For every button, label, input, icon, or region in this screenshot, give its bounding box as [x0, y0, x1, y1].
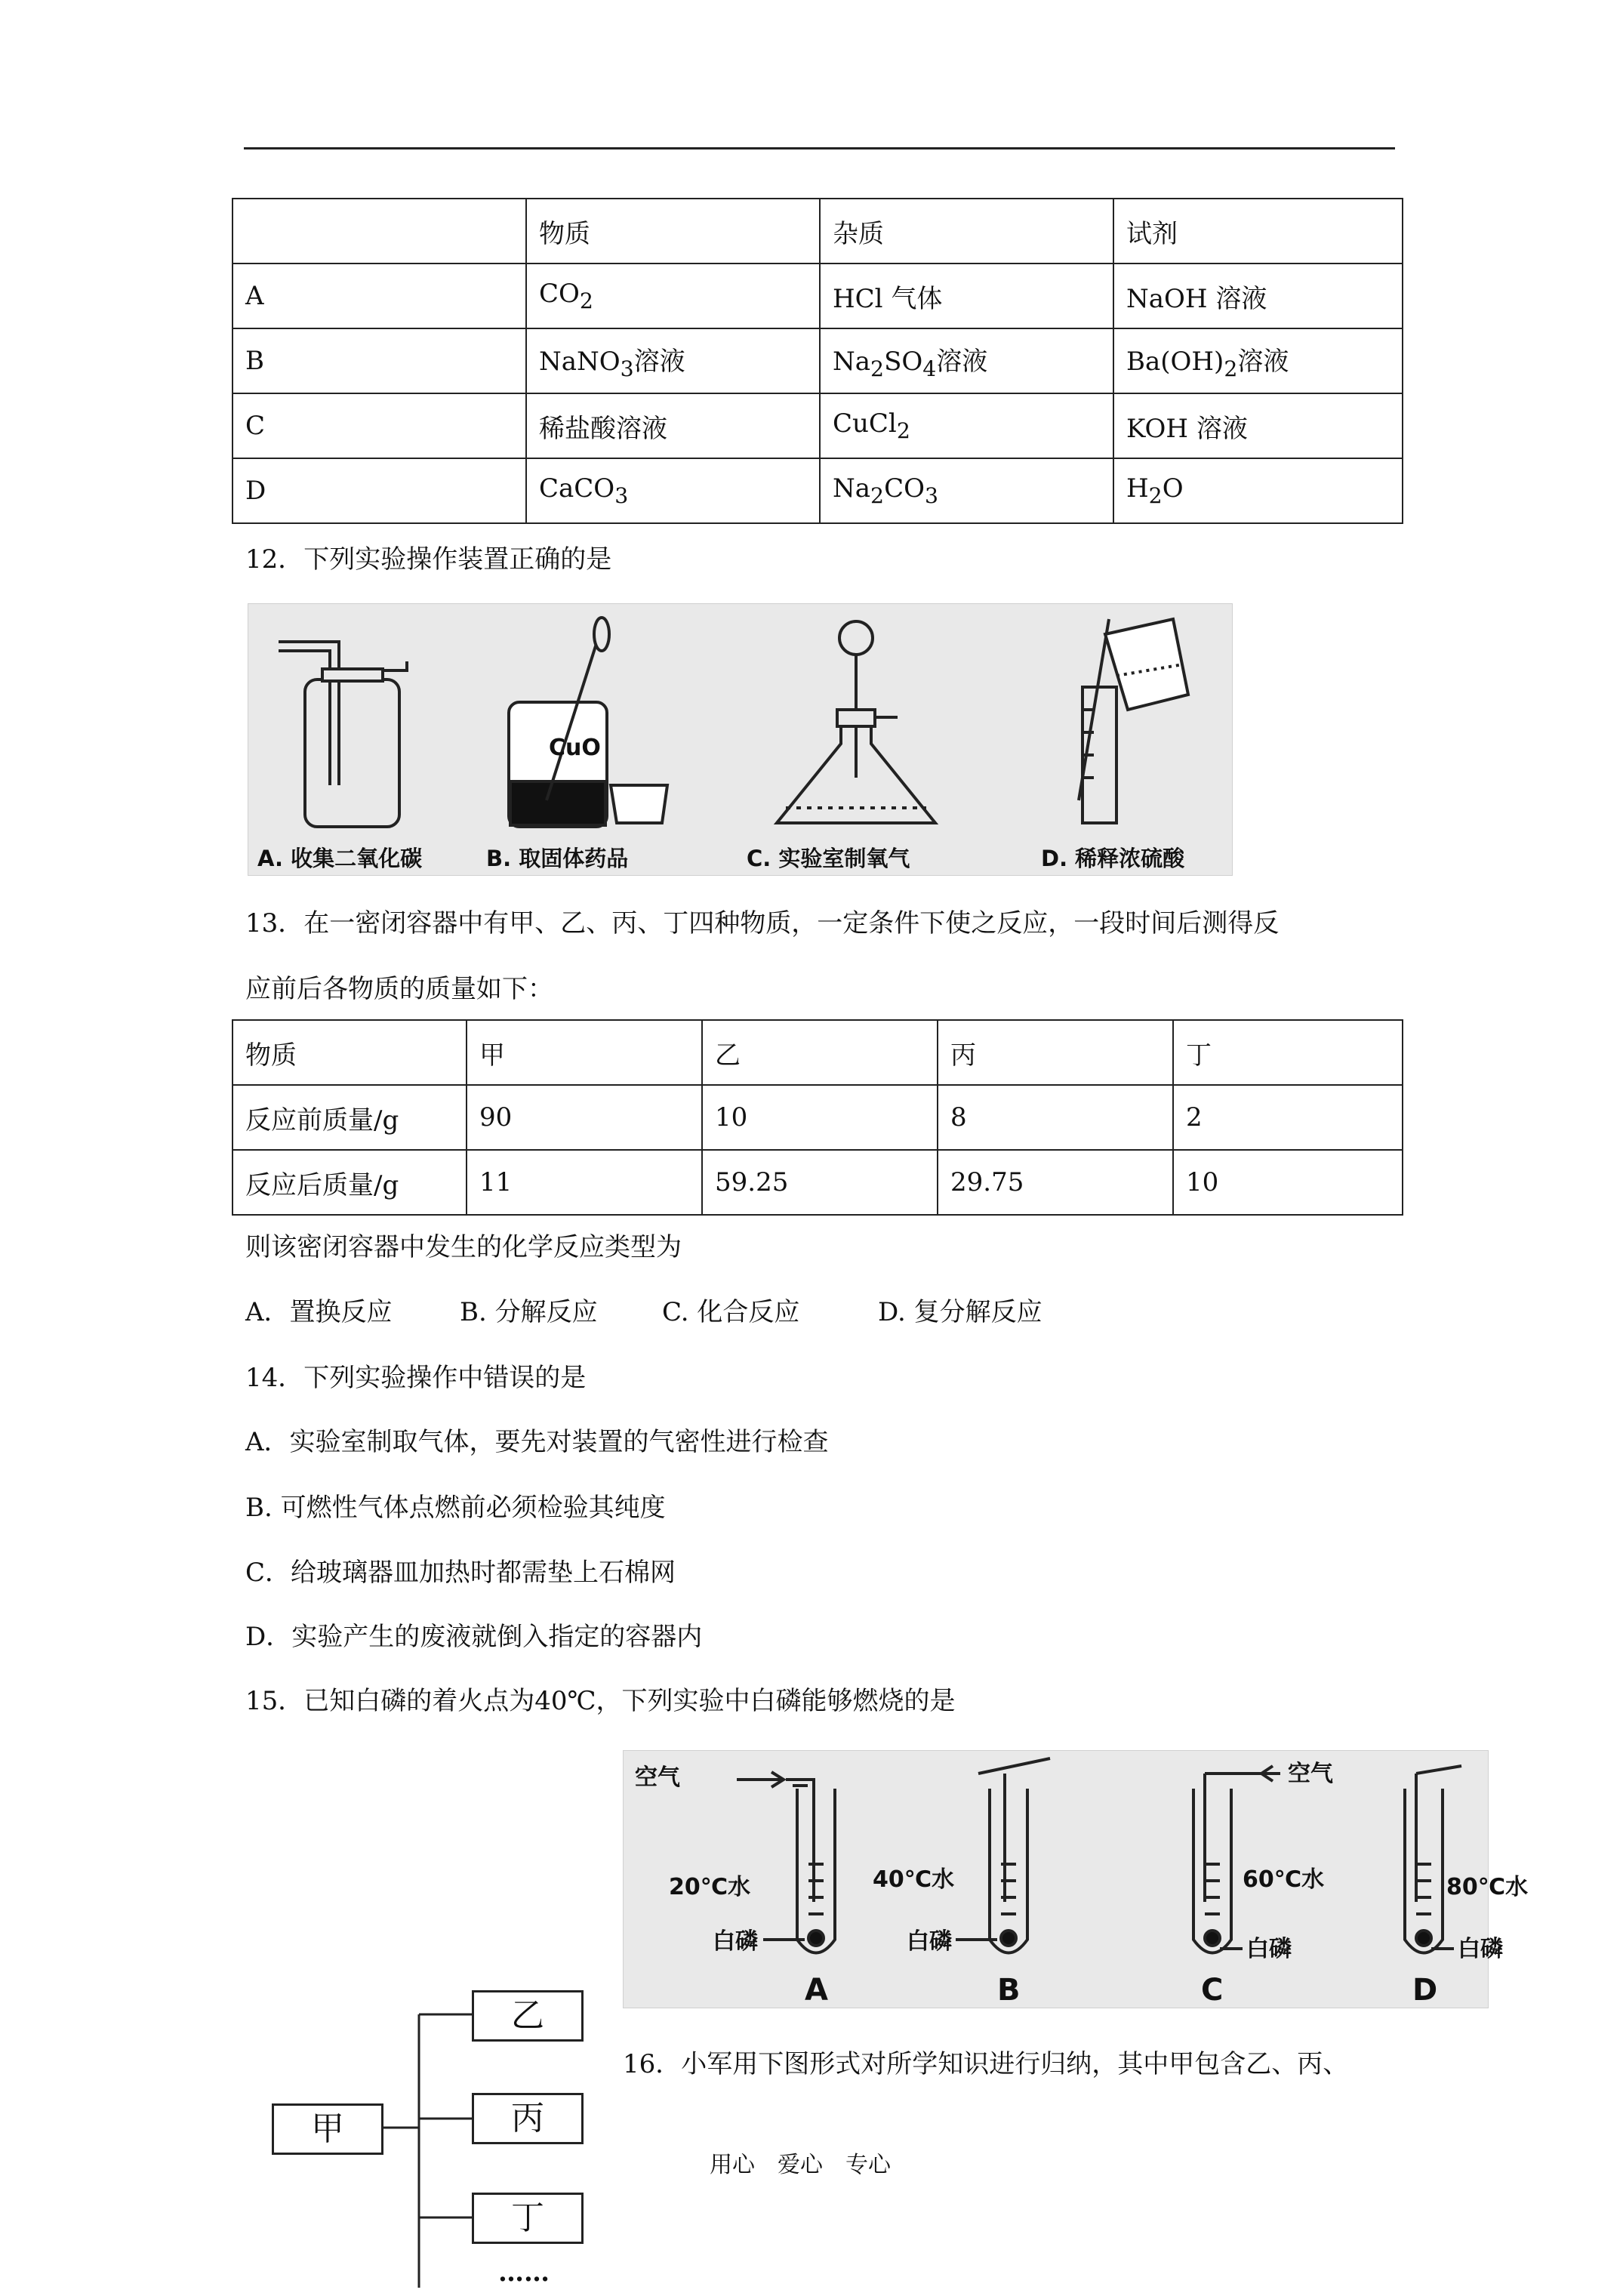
- caption-c: C. 实验室制氧气: [747, 846, 910, 871]
- page-footer: 用心 爱心 专心: [710, 2152, 891, 2178]
- table-row: [233, 328, 1403, 393]
- table-row: [233, 1150, 1403, 1215]
- q13-option-a: A．置换反应: [245, 1297, 393, 1327]
- phosphorus-label-a: 白磷: [713, 1928, 758, 1955]
- table-row: [233, 264, 1403, 328]
- table-cell: 10: [702, 1085, 938, 1150]
- tree-child-box: 乙: [472, 1990, 584, 2042]
- table-header-cell: 乙: [702, 1020, 938, 1085]
- reagent-cell: $H_2O$: [1113, 458, 1403, 523]
- q16-text: 16．小军用下图形式对所学知识进行归纳，其中甲包含乙、丙、: [623, 2049, 1349, 2079]
- tube-letter-b: B: [997, 1973, 1021, 2008]
- table-cell: 29.75: [938, 1150, 1173, 1215]
- substance-cell: CaCO$_3$: [526, 458, 820, 523]
- reagent-cell: $Ba(OH)_2$溶液: [1113, 328, 1403, 393]
- table-header-cell: 物质: [526, 199, 820, 264]
- conical-flask-icon: [777, 621, 935, 823]
- q12-apparatus-figure: [248, 603, 1233, 876]
- table-header-cell: [233, 199, 526, 264]
- phosphorus-label-b: 白磷: [907, 1928, 952, 1955]
- test-tube-b-icon: [956, 1758, 1050, 1953]
- q13-option-b: B. 分解反应: [460, 1297, 598, 1327]
- row-label: D: [233, 458, 526, 523]
- q13-option-c: C. 化合反应: [662, 1297, 800, 1327]
- table-header-row: [233, 199, 1403, 264]
- cuo-label: CuO: [549, 735, 601, 761]
- q14-option-b: B. 可燃性气体点燃前必须检验其纯度: [245, 1493, 666, 1523]
- tree-more-dots: ……: [498, 2257, 550, 2288]
- impurity-cell: $Na_2SO_4$溶液: [820, 328, 1113, 393]
- caption-b: B. 取固体药品: [486, 846, 629, 871]
- q13-after: 则该密闭容器中发生的化学反应类型为: [245, 1232, 682, 1262]
- water-label-b: 40℃水: [873, 1866, 955, 1893]
- reagent-cell: NaOH 溶液: [1113, 264, 1403, 328]
- impurity-cell: $Na_2CO_3$: [820, 458, 1113, 523]
- table-header-cell: 试剂: [1113, 199, 1403, 264]
- row-label: B: [233, 328, 526, 393]
- gas-bottle-icon: [279, 642, 407, 827]
- tube-letter-c: C: [1201, 1973, 1224, 2008]
- header-rule: [244, 147, 1395, 149]
- tube-letter-a: A: [805, 1973, 828, 2008]
- q14-text: 14．下列实验操作中错误的是: [245, 1363, 587, 1393]
- tree-root-box: 甲: [272, 2103, 383, 2155]
- q13-option-d: D. 复分解反应: [878, 1297, 1042, 1327]
- q13-text-line1: 13．在一密闭容器中有甲、乙、丙、丁四种物质，一定条件下使之反应，一段时间后测得反: [245, 908, 1280, 938]
- test-tube-d-icon: [1405, 1766, 1461, 1953]
- water-label-d: 80℃水: [1446, 1874, 1529, 1900]
- table-header-cell: 丁: [1173, 1020, 1403, 1085]
- test-tube-a-icon: [737, 1772, 835, 1953]
- phosphorus-label-d: 白磷: [1458, 1936, 1503, 1962]
- table-cell: 90: [467, 1085, 702, 1150]
- q15-test-tube-figure: [623, 1750, 1529, 2008]
- substance-cell: $CO_2$: [526, 264, 820, 328]
- caption-d: D. 稀释浓硫酸: [1041, 846, 1185, 871]
- air-label-c: 空气: [1288, 1761, 1333, 1787]
- tube-letter-d: D: [1412, 1973, 1438, 2008]
- impurity-cell: HCl 气体: [820, 264, 1113, 328]
- impurity-table: [232, 198, 1403, 524]
- table-row: [233, 1085, 1403, 1150]
- table-cell: 59.25: [702, 1150, 938, 1215]
- reagent-cell: KOH 溶液: [1113, 393, 1403, 458]
- table-cell: 2: [1173, 1085, 1403, 1150]
- table-header-row: [233, 1020, 1403, 1085]
- table-header-cell: 甲: [467, 1020, 702, 1085]
- tree-child-box: 丙: [472, 2093, 584, 2144]
- row-label: A: [233, 264, 526, 328]
- table-cell: 10: [1173, 1150, 1403, 1215]
- table-row: [233, 393, 1403, 458]
- mass-table: [232, 1019, 1403, 1216]
- q14-option-d: D．实验产生的废液就倒入指定的容器内: [245, 1622, 703, 1652]
- substance-cell: NaNO$_3$溶液: [526, 328, 820, 393]
- water-label-c: 60℃水: [1243, 1866, 1325, 1893]
- q14-option-a: A．实验室制取气体，要先对装置的气密性进行检查: [245, 1427, 829, 1457]
- phosphorus-label-c: 白磷: [1246, 1936, 1292, 1962]
- table-cell: 反应前质量/g: [233, 1085, 467, 1150]
- table-header-cell: 物质: [233, 1020, 467, 1085]
- table-header-cell: 丙: [938, 1020, 1173, 1085]
- q12-text: 12．下列实验操作装置正确的是: [245, 544, 612, 575]
- water-label-a: 20℃水: [669, 1874, 751, 1900]
- q13-text-line2: 应前后各物质的质量如下：: [245, 974, 553, 1004]
- impurity-cell: CuCl$_2$: [820, 393, 1113, 458]
- air-label-a: 空气: [635, 1764, 680, 1791]
- q14-option-c: C．给玻璃器皿加热时都需垫上石棉网: [245, 1558, 676, 1588]
- tree-child-box: 丁: [472, 2193, 584, 2244]
- table-cell: 8: [938, 1085, 1173, 1150]
- table-header-cell: 杂质: [820, 199, 1113, 264]
- caption-a: A. 收集二氧化碳: [257, 846, 423, 871]
- table-cell: 11: [467, 1150, 702, 1215]
- test-tube-c-icon: [1193, 1766, 1280, 1953]
- row-label: C: [233, 393, 526, 458]
- cylinder-beaker-icon: [1079, 619, 1188, 823]
- substance-cell: 稀盐酸溶液: [526, 393, 820, 458]
- reagent-bottle-icon: [509, 618, 667, 827]
- table-cell: 反应后质量/g: [233, 1150, 467, 1215]
- q15-text: 15．已知白磷的着火点为40℃，下列实验中白磷能够燃烧的是: [245, 1686, 956, 1716]
- table-row: [233, 458, 1403, 523]
